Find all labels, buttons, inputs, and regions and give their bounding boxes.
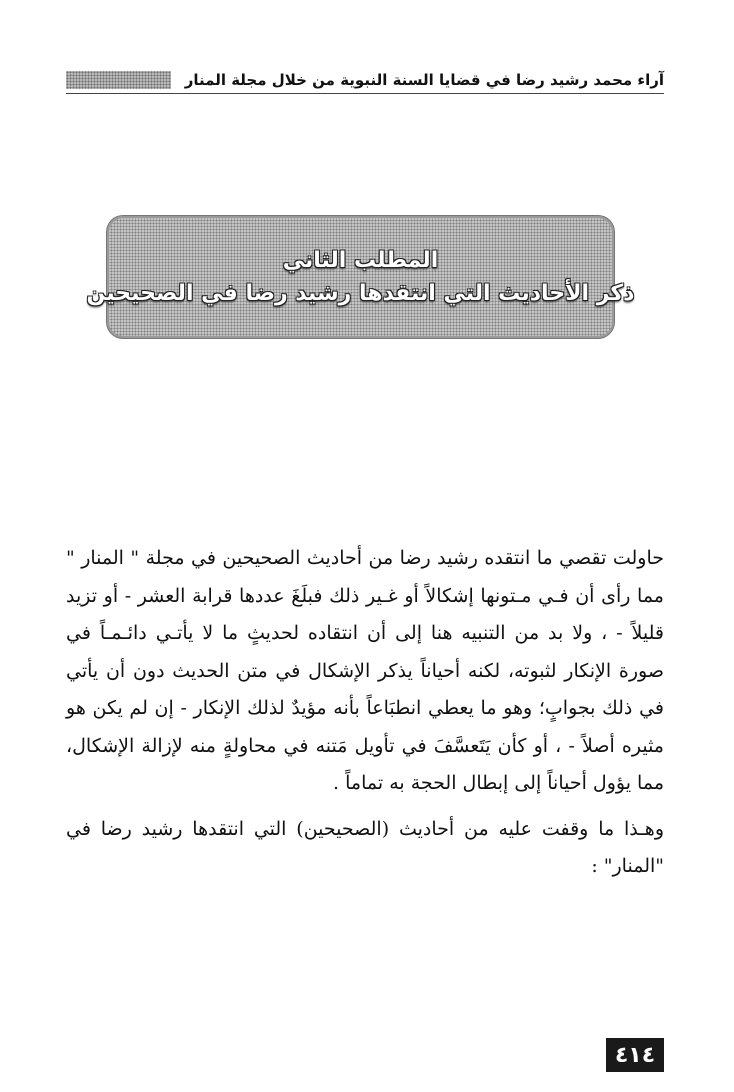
section-title-box xyxy=(86,216,635,338)
page-number: ٤١٤ xyxy=(606,1038,664,1072)
paragraph-2: وهـذا ما وقفت عليه من أحاديث (الصحيحين) التي انتقدها رشيد رضا في "المنار" : xyxy=(66,817,664,877)
section-heading: المطلب الثاني xyxy=(282,248,439,273)
running-header-decoration xyxy=(66,71,171,89)
body-text xyxy=(66,540,664,886)
running-header xyxy=(66,66,664,94)
section-subheading: ذكر الأحاديث التي انتقدها رشيد رضا في الصحيحين xyxy=(86,281,635,306)
running-header-title: آراء محمد رشيد رضا في قضايا السنة النبوية من خلال مجلة المنار xyxy=(184,70,664,89)
paragraph-1: حاولت تقصي ما انتقده رشيد رضا من أحاديث الصحيحين في مجلة " المنار " مما رأى أن فـي مـتونها إشكالاً أو غـير ذلك فبلَغَ عددها قرابة العشر - أو تزيد قليلاً - ، ولا بد من التنبيه هنا إلى أن انتقاده لحديثٍ ما لا يأتـي دائـمـاً في صورة الإنكار لثبوته، لكنه أحياناً يذكر الإشكال في متن الحديث دون أن يأتي في ذلك بجوابٍ؛ وهو ما يعطي انطبَاعاً بأنه مؤيدٌ لذلك الإنكار - إن لم يكن هو مثيره أصلاً - ، أو كأن يَتَعسَّفَ في تأويل مَتنه في محاولةٍ منه لإزالة الإشكال، مما يؤول أحياناً إلى إبطال الحجة به تماماً . xyxy=(66,547,664,794)
